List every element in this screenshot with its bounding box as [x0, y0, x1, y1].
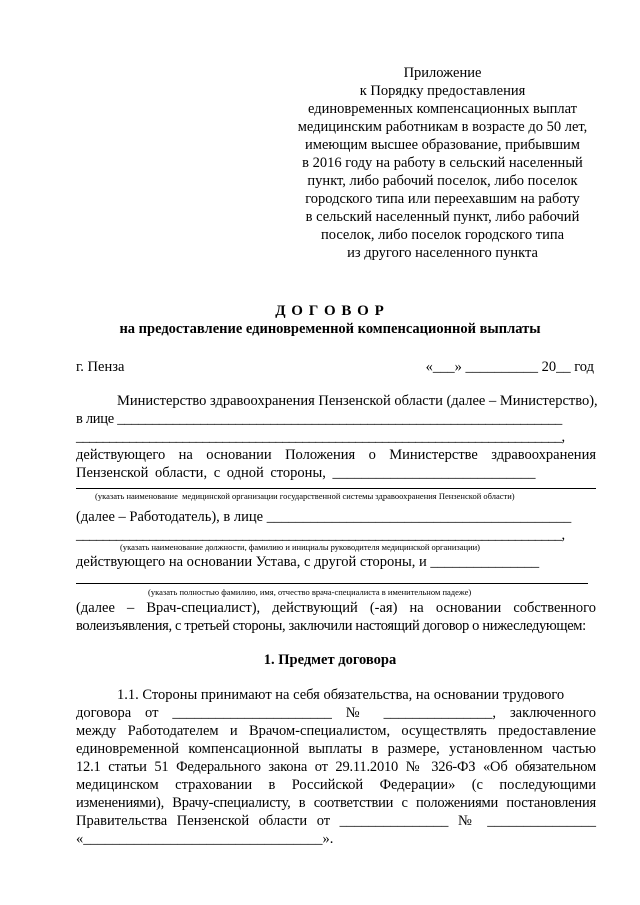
appendix-line: Приложение — [403, 65, 482, 81]
body-line: (далее – Работодатель), в лице __________________________________________ — [76, 509, 572, 525]
appendix-line: медицинским работникам в возрасте до 50 лет, — [297, 119, 588, 135]
document-title: Д О Г О В О Р — [275, 303, 385, 319]
body-line: (далее – Врач-специалист), действующий (-ая) на основании собственного — [76, 600, 596, 616]
body-line: действующего на основании Положения о Министерстве здравоохранения — [76, 447, 596, 463]
section-line: «_________________________________». — [76, 831, 334, 847]
city: г. Пенза — [76, 359, 125, 375]
appendix-line: пункт, либо рабочий поселок, либо поселок — [307, 173, 578, 189]
appendix-line: к Порядку предоставления — [359, 83, 526, 99]
appendix-line: из другого населенного пункта — [347, 245, 538, 261]
contract-date: «___» __________ 20__ год — [425, 359, 594, 375]
body-line: _________________________________________________________________________, — [76, 429, 565, 445]
section-line: Правительства Пензенской области от _______________ № _______________ — [76, 813, 596, 829]
hint-director: (указать наименование должности, фамилию и инициалы руководителя медицинской организации) — [120, 542, 481, 552]
section-line: 1.1. Стороны принимают на себя обязательства, на основании трудового — [117, 687, 565, 703]
document-subtitle: на предоставление единовременной компенсационной выплаты — [119, 321, 541, 337]
body-line: в лице ________________________________________________________________ — [76, 411, 562, 427]
appendix-line: имеющим высшее образование, прибывшим — [305, 137, 580, 153]
appendix-line: городского типа или переехавшим на работу — [305, 191, 580, 207]
section-line: между Работодателем и Врачом-специалистом, осуществлять предоставление — [76, 723, 596, 739]
section-line: 12.1 статьи 51 Федерального закона от 29.11.2010 № 326-ФЗ «Об обязательном — [76, 759, 596, 775]
body-line: действующего на основании Устава, с другой стороны, и _______________ — [76, 554, 540, 570]
appendix-line: в 2016 году на работу в сельский населенный — [302, 155, 583, 171]
body-line: Министерство здравоохранения Пензенской области (далее – Министерство), — [117, 393, 598, 409]
fill-in-line — [76, 583, 588, 584]
body-line: волеизъявления, с третьей стороны, заключили настоящий договор о нижеследующем: — [76, 618, 586, 634]
section-line: договора от ______________________ № _______________, заключенного — [76, 705, 596, 721]
hint-doctor: (указать полностью фамилию, имя, отчество врача-специалиста в именительном падеже) — [148, 587, 472, 597]
appendix-line: в сельский населенный пункт, либо рабочий — [305, 209, 580, 225]
fill-in-line — [76, 488, 596, 489]
section-line: медицинском страховании в Российской Федерации» (с последующими — [76, 777, 596, 793]
body-line: Пензенской области, с одной стороны, ____________________________ — [76, 465, 536, 481]
section-line: единовременной компенсационной выплаты в размере, установленном частью — [76, 741, 596, 757]
appendix-line: поселок, либо поселок городского типа — [320, 227, 565, 243]
body-line: _________________________________________________________________________, — [76, 527, 565, 543]
hint-organization: (указать наименование медицинской организации государственной системы здравоохранения Пензенской области) — [95, 491, 515, 501]
appendix-line: единовременных компенсационных выплат — [307, 101, 578, 117]
section-heading: 1. Предмет договора — [263, 652, 397, 668]
section-line: изменениями), Врачу-специалисту, в соответствии с положениями постановления — [76, 795, 596, 811]
